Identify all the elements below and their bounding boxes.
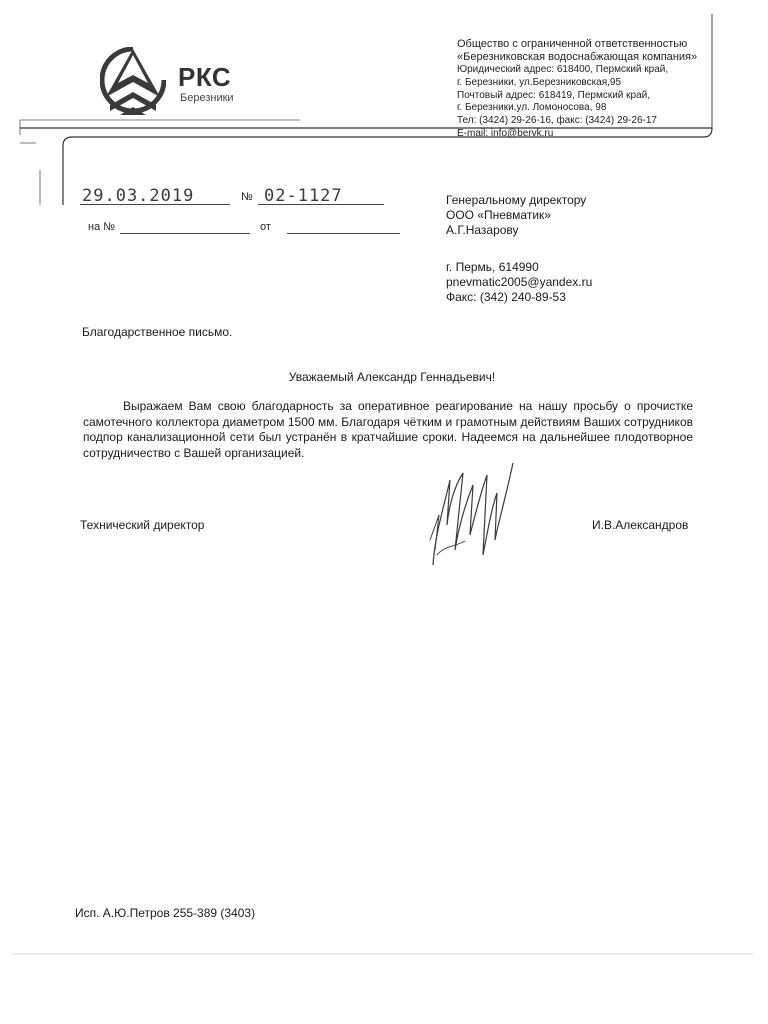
handwritten-signature xyxy=(425,455,520,575)
letter-body: Выражаем Вам свою благодарность за оперативное реагирование на нашу просьбу о прочистке самотечного коллектора диаметром 1500 мм. Благодаря чётким и грамотным действиям Ваших сотрудников подпор канализационной сети был устранён в кратчайшие сроки. Надеемся на дальнейшее плодотворное сотрудничество с Вашей организацией. xyxy=(83,399,693,460)
reference-label: на № xyxy=(88,221,116,233)
recipient-city: г. Пермь, 614990 xyxy=(446,260,539,274)
company-line: Тел: (3424) 29-26-16, факс: (3424) 29-26-17 xyxy=(457,115,657,127)
company-line: Почтовый адрес: 618419, Пермский край, xyxy=(457,89,651,101)
executor-info: Исп. А.Ю.Петров 255-389 (3403) xyxy=(75,906,256,920)
logo-subtitle: Березники xyxy=(180,92,234,104)
letter-number: 02-1127 xyxy=(264,186,343,206)
document-type: Благодарственное письмо. xyxy=(82,325,233,339)
company-details xyxy=(457,38,697,141)
from-underline xyxy=(287,233,400,234)
rks-logo-icon xyxy=(100,47,166,117)
company-line: «Березниковская водоснабжающая компания» xyxy=(457,51,698,63)
recipient-company: ООО «Пневматик» xyxy=(446,208,551,222)
recipient-fax: Факс: (342) 240-89-53 xyxy=(446,290,566,304)
signatory-position: Технический директор xyxy=(80,518,205,532)
recipient-name: А.Г.Назарову xyxy=(446,223,519,237)
number-underline xyxy=(258,204,384,205)
company-line: г. Березники,ул. Ломоносова, 98 xyxy=(457,102,607,114)
from-label: от xyxy=(260,221,271,233)
company-line: Общество с ограниченной ответственностью xyxy=(457,38,688,50)
recipient-position: Генеральному директору xyxy=(446,193,587,207)
reference-underline xyxy=(120,233,250,234)
greeting: Уважаемый Александр Геннадьевич! xyxy=(288,370,496,384)
company-line: г. Березники, ул.Березниковская,95 xyxy=(457,76,622,88)
signatory-name: И.В.Александров xyxy=(592,518,689,532)
recipient-block xyxy=(446,193,592,305)
company-line: E-mail: info@bervk.ru xyxy=(457,127,554,139)
date-underline xyxy=(80,204,230,205)
number-label: № xyxy=(241,191,253,203)
recipient-email: pnevmatic2005@yandex.ru xyxy=(446,275,593,289)
letter-date: 29.03.2019 xyxy=(82,186,195,206)
company-line: Юридический адрес: 618400, Пермский край, xyxy=(457,64,669,75)
logo-title: РКС xyxy=(178,62,232,92)
